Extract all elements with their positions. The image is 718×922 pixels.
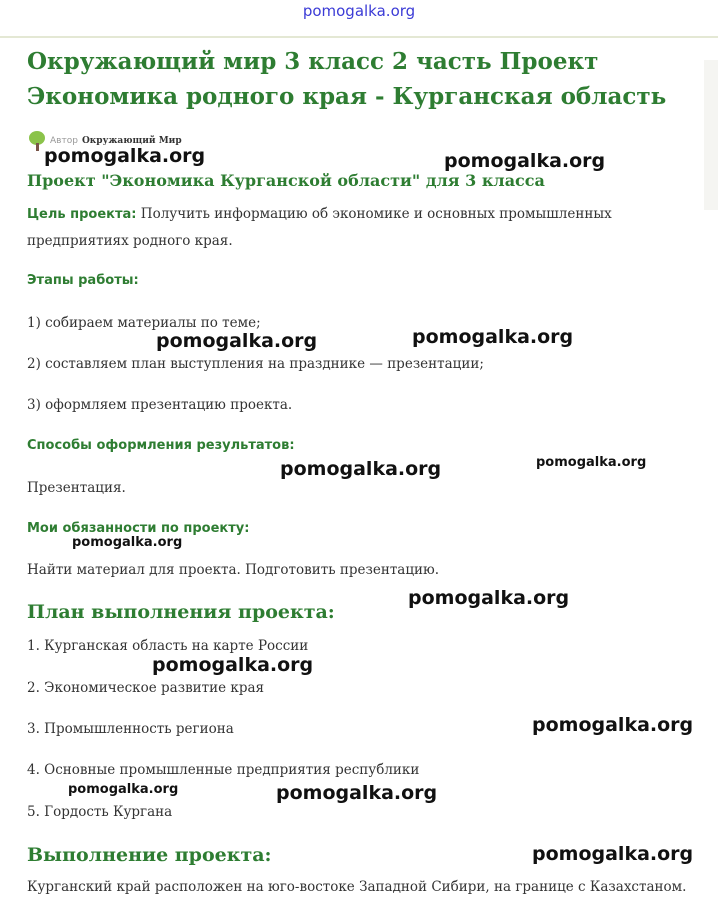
execution-heading: Выполнение проекта: — [27, 844, 272, 866]
watermark: pomogalka.org — [536, 455, 647, 470]
watermark: pomogalka.org — [276, 782, 438, 804]
project-goal — [27, 201, 687, 255]
watermark: pomogalka.org — [72, 535, 183, 550]
project-heading: Проект "Экономика Курганской области" для 3 класса — [27, 171, 545, 190]
plan-item: 4. Основные промышленные предприятия республики — [27, 762, 420, 778]
plan-heading: План выполнения проекта: — [27, 601, 335, 623]
goal-label: Цель проекта: — [27, 207, 137, 222]
watermark: pomogalka.org — [44, 145, 206, 167]
stages-label: Этапы работы: — [27, 273, 139, 288]
stage-item: 3) оформляем презентацию проекта. — [27, 397, 293, 413]
watermark: pomogalka.org — [532, 714, 694, 736]
methods-text: Презентация. — [27, 480, 126, 496]
methods-label: Способы оформления результатов: — [27, 438, 295, 453]
plan-item: 1. Курганская область на карте России — [27, 638, 309, 654]
execution-text: Курганский край расположен на юго-востоке Западной Сибири, на границе с Казахстаном. — [27, 879, 687, 895]
plan-item: 2. Экономическое развитие края — [27, 680, 265, 696]
top-bar — [0, 0, 718, 36]
header-divider — [0, 36, 718, 38]
plan-item: 3. Промышленность региона — [27, 721, 234, 737]
author-label: Автор — [50, 136, 78, 146]
duties-label: Мои обязанности по проекту: — [27, 521, 250, 536]
goal-text: Получить информацию об экономике и основных промышленных предприятиях родного края. — [27, 206, 612, 249]
plan-item: 5. Гордость Кургана — [27, 804, 173, 820]
watermark: pomogalka.org — [152, 654, 314, 676]
author-name[interactable]: Окружающий Мир — [81, 136, 182, 146]
watermark: pomogalka.org — [444, 150, 606, 172]
stage-item: 1) собираем материалы по теме; — [27, 315, 261, 331]
site-header-link[interactable]: pomogalka.org — [302, 2, 416, 20]
watermark: pomogalka.org — [412, 326, 574, 348]
watermark: pomogalka.org — [408, 587, 570, 609]
watermark: pomogalka.org — [156, 330, 318, 352]
watermark: pomogalka.org — [68, 782, 179, 797]
duties-text: Найти материал для проекта. Подготовить презентацию. — [27, 562, 440, 578]
watermark: pomogalka.org — [280, 458, 442, 480]
stage-item: 2) составляем план выступления на празднике — презентации; — [27, 356, 484, 372]
page-title: Окружающий мир 3 класс 2 часть Проект Экономика родного края - Курганская область — [27, 48, 667, 110]
watermark: pomogalka.org — [532, 843, 694, 865]
